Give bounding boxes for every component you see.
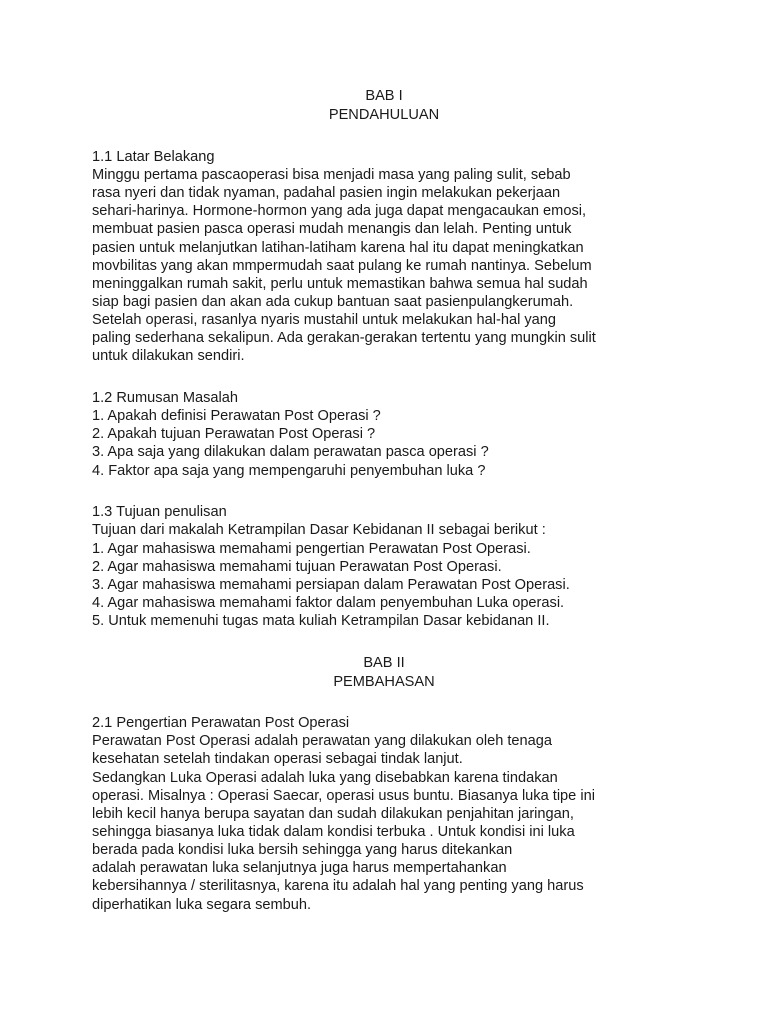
- list-item: 1. Agar mahasiswa memahami pengertian Perawatan Post Operasi.: [92, 541, 531, 557]
- chapter-2-subtitle: PEMBAHASAN: [333, 674, 435, 690]
- paragraph-line: Tujuan dari makalah Ketrampilan Dasar Kebidanan II sebagai berikut :: [92, 522, 546, 538]
- paragraph-line: rasa nyeri dan tidak nyaman, padahal pasien ingin melakukan pekerjaan: [92, 185, 561, 201]
- list-item: 1. Apakah definisi Perawatan Post Operasi ?: [92, 408, 381, 424]
- section-1-3-heading: 1.3 Tujuan penulisan: [92, 504, 227, 520]
- paragraph-line: meninggalkan rumah sakit, perlu untuk memastikan bahwa semua hal sudah: [92, 276, 588, 292]
- paragraph-line: untuk dilakukan sendiri.: [92, 348, 245, 364]
- paragraph-line: siap bagi pasien dan akan ada cukup bantuan saat pasienpulangkerumah.: [92, 294, 574, 310]
- paragraph-line: sehari-harinya. Hormone-hormon yang ada juga dapat mengacaukan emosi,: [92, 203, 587, 219]
- list-item: 3. Apa saja yang dilakukan dalam perawatan pasca operasi ?: [92, 444, 489, 460]
- list-item: 2. Agar mahasiswa memahami tujuan Perawatan Post Operasi.: [92, 559, 502, 575]
- section-2-1-heading: 2.1 Pengertian Perawatan Post Operasi: [92, 715, 350, 731]
- chapter-1-title: BAB I: [365, 88, 403, 104]
- list-item: 4. Faktor apa saja yang mempengaruhi penyembuhan luka ?: [92, 463, 486, 479]
- paragraph-line: movbilitas yang akan mmpermudah saat pulang ke rumah nantinya. Sebelum: [92, 258, 592, 274]
- list-item: 4. Agar mahasiswa memahami faktor dalam penyembuhan Luka operasi.: [92, 595, 565, 611]
- paragraph-line: sehingga biasanya luka tidak dalam kondisi terbuka . Untuk kondisi ini luka: [92, 824, 575, 840]
- section-1-2-heading: 1.2 Rumusan Masalah: [92, 390, 239, 406]
- paragraph-line: lebih kecil hanya berupa sayatan dan sudah dilakukan penjahitan jaringan,: [92, 806, 574, 822]
- paragraph-line: Minggu pertama pascaoperasi bisa menjadi masa yang paling sulit, sebab: [92, 167, 571, 183]
- paragraph-line: membuat pasien pasca operasi mudah menangis dan lelah. Penting untuk: [92, 221, 572, 237]
- paragraph-line: diperhatikan luka segara sembuh.: [92, 897, 312, 913]
- list-item: 5. Untuk memenuhi tugas mata kuliah Ketrampilan Dasar kebidanan II.: [92, 613, 550, 629]
- paragraph-line: pasien untuk melanjutkan latihan-latiham karena hal itu dapat meningkatkan: [92, 240, 584, 256]
- paragraph-line: kebersihannya / sterilitasnya, karena itu adalah hal yang penting yang harus: [92, 878, 584, 894]
- paragraph-line: Sedangkan Luka Operasi adalah luka yang disebabkan karena tindakan: [92, 770, 558, 786]
- paragraph-line: Setelah operasi, rasanlya nyaris mustahil untuk melakukan hal-hal yang: [92, 312, 557, 328]
- list-item: 2. Apakah tujuan Perawatan Post Operasi ?: [92, 426, 376, 442]
- paragraph-line: paling sederhana sekalipun. Ada gerakan-gerakan tertentu yang mungkin sulit: [92, 330, 596, 346]
- section-1-1-heading: 1.1 Latar Belakang: [92, 149, 215, 165]
- paragraph-line: berada pada kondisi luka bersih sehingga yang harus ditekankan: [92, 842, 513, 858]
- paragraph-line: adalah perawatan luka selanjutnya juga harus mempertahankan: [92, 860, 507, 876]
- paragraph-line: Perawatan Post Operasi adalah perawatan yang dilakukan oleh tenaga: [92, 733, 553, 749]
- paragraph-line: kesehatan setelah tindakan operasi sebagai tindak lanjut.: [92, 751, 463, 767]
- paragraph-line: operasi. Misalnya : Operasi Saecar, operasi usus buntu. Biasanya luka tipe ini: [92, 788, 595, 804]
- list-item: 3. Agar mahasiswa memahami persiapan dalam Perawatan Post Operasi.: [92, 577, 570, 593]
- chapter-2-title: BAB II: [363, 655, 405, 671]
- chapter-1-subtitle: PENDAHULUAN: [328, 107, 440, 123]
